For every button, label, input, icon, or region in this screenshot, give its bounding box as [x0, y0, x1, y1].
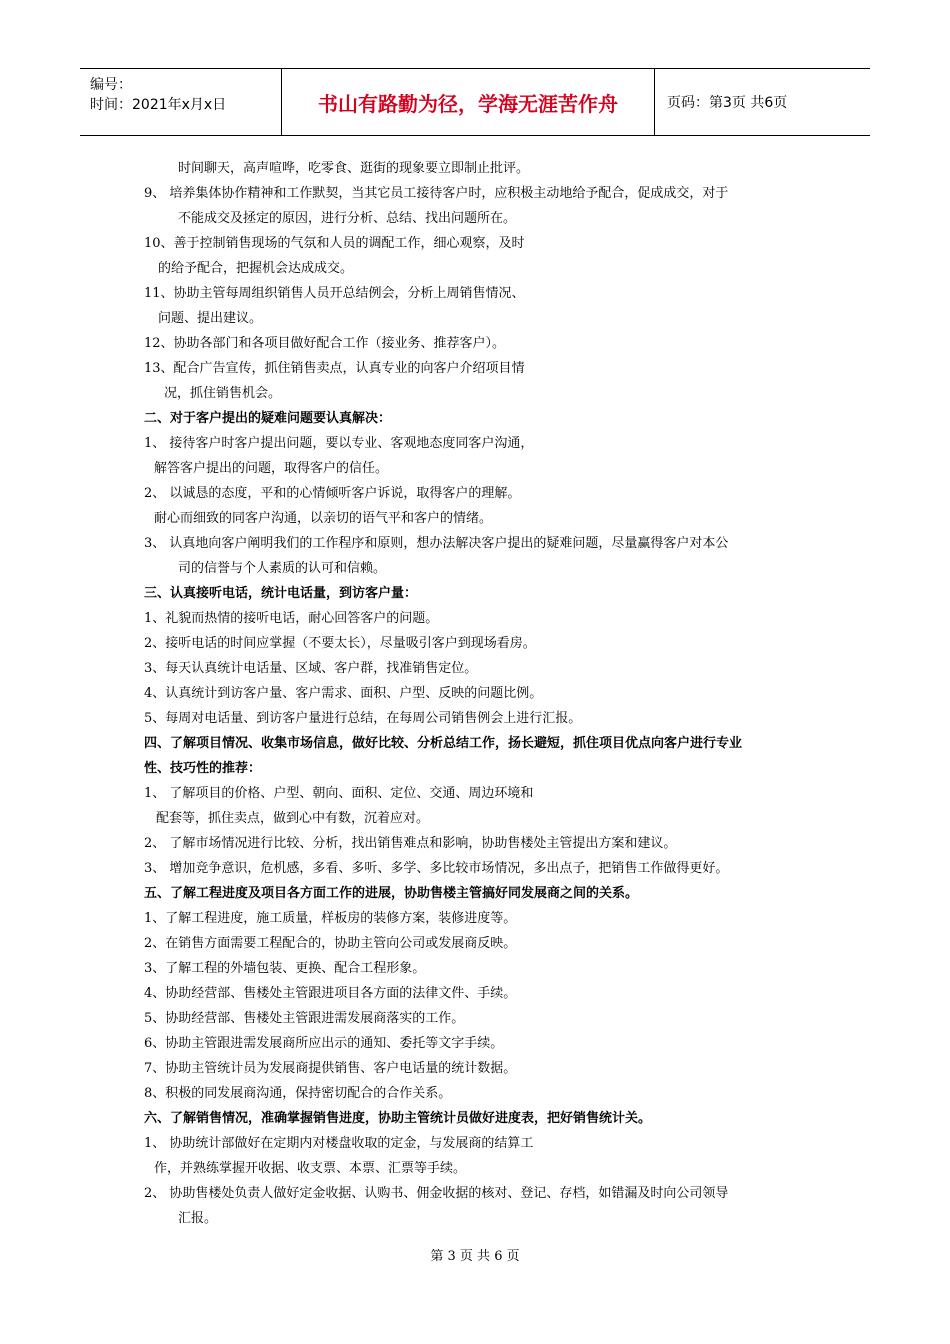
document-body — [144, 156, 824, 1231]
page-footer — [0, 1245, 950, 1264]
body-line: 2、在销售方面需要工程配合的，协助主管向公司或发展商反映。 — [144, 936, 517, 951]
body-line: 2、接听电话的时间应掌握（不要太长），尽量吸引客户到现场看房。 — [144, 636, 536, 651]
section-heading: 五、了解工程进度及项目各方面工作的进展，协助售楼主管搞好同发展商之间的关系。 — [144, 886, 639, 901]
body-line: 的给予配合，把握机会达成成交。 — [158, 261, 354, 276]
body-line: 11、协助主管每周组织销售人员开总结例会，分析上周销售情况、 — [144, 286, 525, 301]
body-line: 司的信誉与个人素质的认可和信赖。 — [178, 561, 387, 576]
header-motto: 书山有路勤为径，学海无涯苦作舟 — [282, 69, 655, 135]
section-heading: 性、技巧性的推荐： — [144, 761, 262, 776]
body-line: 8、积极的同发展商沟通，保持密切配合的合作关系。 — [144, 1086, 452, 1101]
body-line: 作，并熟练掌握开收据、收支票、本票、汇票等手续。 — [154, 1161, 467, 1176]
body-line: 13、配合广告宣传，抓住销售卖点，认真专业的向客户介绍项目情 — [144, 361, 525, 376]
body-line: 1、了解工程进度，施工质量，样板房的装修方案，装修进度等。 — [144, 911, 517, 926]
body-line: 配套等，抓住卖点，做到心中有数，沉着应对。 — [156, 811, 430, 826]
body-line: 3、了解工程的外墙包装、更换、配合工程形象。 — [144, 961, 426, 976]
footer-page-number: 第 3 页 共 6 页 — [430, 1249, 520, 1264]
body-line: 时间聊天，高声喧哗，吃零食、逛街的现象要立即制止批评。 — [178, 161, 530, 176]
header-meta — [80, 69, 282, 135]
header-page-number: 页码：第3页 共6页 — [667, 95, 788, 111]
body-line: 2、 以诚恳的态度，平和的心情倾听客户诉说，取得客户的理解。 — [144, 486, 521, 501]
body-line: 5、每周对电话量、到访客户量进行总结，在每周公司销售例会上进行汇报。 — [144, 711, 582, 726]
body-line: 1、 接待客户时客户提出问题，要以专业、客观地态度同客户沟通， — [144, 436, 534, 451]
document-time-label: 时间：2021年x月x日 — [90, 97, 227, 113]
section-heading: 三、认真接听电话，统计电话量，到访客户量： — [144, 586, 418, 601]
section-heading: 六、了解销售情况，准确掌握销售进度，协助主管统计员做好进度表，把好销售统计关。 — [144, 1111, 652, 1126]
body-line: 6、协助主管跟进需发展商所应出示的通知、委托等文字手续。 — [144, 1036, 504, 1051]
body-line: 3、 认真地向客户阐明我们的工作程序和原则，想办法解决客户提出的疑难问题，尽量赢得客户对本公 — [144, 536, 729, 551]
body-line: 4、认真统计到访客户量、客户需求、面积、户型、反映的问题比例。 — [144, 686, 543, 701]
body-line: 4、协助经营部、售楼处主管跟进项目各方面的法律文件、手续。 — [144, 986, 517, 1001]
body-line: 解答客户提出的问题，取得客户的信任。 — [154, 461, 389, 476]
body-line: 9、 培养集体协作精神和工作默契，当其它员工接待客户时，应积极主动地给予配合，促成成交，对于 — [144, 186, 729, 201]
body-line: 汇报。 — [178, 1211, 218, 1226]
body-line: 不能成交及拯定的原因，进行分析、总结、找出问题所在。 — [178, 211, 517, 226]
body-line: 2、 协助售楼处负责人做好定金收据、认购书、佣金收据的核对、登记、存档，如错漏及时向公司领导 — [144, 1186, 729, 1201]
body-line: 3、每天认真统计电话量、区域、客户群，找准销售定位。 — [144, 661, 478, 676]
body-line: 况，抓住销售机会。 — [164, 386, 282, 401]
body-line: 1、 了解项目的价格、户型、朝向、面积、定位、交通、周边环境和 — [144, 786, 534, 801]
body-line: 2、 了解市场情况进行比较、分析，找出销售难点和影响，协助售楼处主管提出方案和建议。 — [144, 836, 677, 851]
body-line: 3、 增加竞争意识，危机感，多看、多听、多学、多比较市场情况，多出点子，把销售工作做得更好。 — [144, 861, 729, 876]
body-line: 问题、提出建议。 — [158, 311, 263, 326]
body-line: 耐心而细致的同客户沟通，以亲切的语气平和客户的情绪。 — [154, 511, 493, 526]
section-heading: 二、对于客户提出的疑难问题要认真解决： — [144, 411, 392, 426]
document-number-label: 编号： — [90, 77, 132, 93]
body-line: 1、礼貌而热情的接听电话，耐心回答客户的问题。 — [144, 611, 439, 626]
section-heading: 四、了解项目情况、收集市场信息，做好比较、分析总结工作，扬长避短，抓住项目优点向客户进行专业 — [144, 736, 743, 751]
body-line: 7、协助主管统计员为发展商提供销售、客户电话量的统计数据。 — [144, 1061, 517, 1076]
body-line: 1、 协助统计部做好在定期内对楼盘收取的定金，与发展商的结算工 — [144, 1136, 534, 1151]
body-line: 5、协助经营部、售楼处主管跟进需发展商落实的工作。 — [144, 1011, 465, 1026]
page-header — [80, 68, 870, 136]
body-line: 12、协助各部门和各项目做好配合工作（接业务、推荐客户）。 — [144, 336, 506, 351]
body-line: 10、善于控制销售现场的气氛和人员的调配工作，细心观察，及时 — [144, 236, 525, 251]
